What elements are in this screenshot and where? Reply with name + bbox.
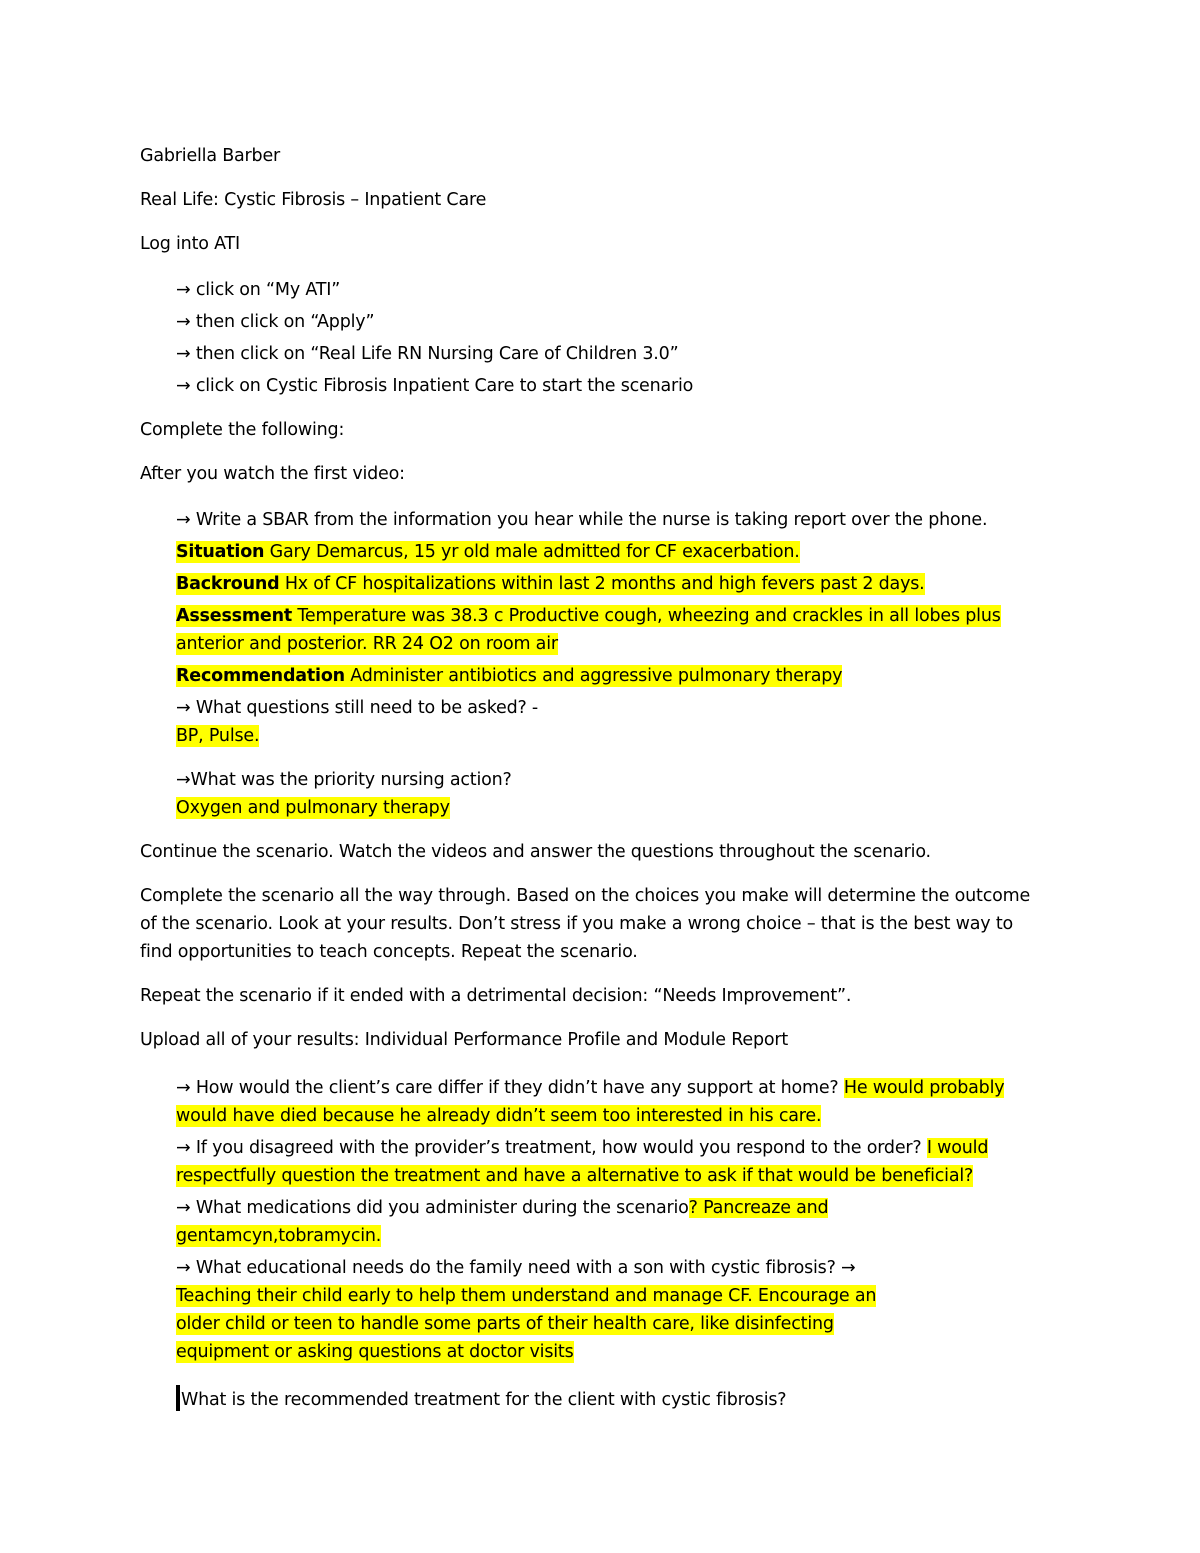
- q5-question: What is the recommended treatment for the client with cystic fibrosis?: [181, 1390, 787, 1410]
- q2-answer-cont: respectfully question the treatment and have a alternative to ask if that would be beneficial?: [176, 1166, 974, 1186]
- background-label: Backround: [176, 574, 280, 594]
- upload-text: Upload all of your results: Individual Performance Profile and Module Report: [140, 1030, 789, 1050]
- q1-line: [176, 1077, 1004, 1099]
- q1-answer: He would probably: [843, 1078, 1005, 1098]
- situation-text: Gary Demarcus, 15 yr old male admitted for CF exacerbation.: [264, 542, 800, 562]
- sbar-assessment-cont: anterior and posterior. RR 24 O2 on room air: [176, 634, 558, 654]
- complete-para-line: Complete the scenario all the way through. Based on the choices you make will determine the outcome: [140, 886, 1031, 906]
- q3-line: [176, 1197, 828, 1219]
- q3-answer: ? Pancreaze and: [688, 1198, 829, 1218]
- priority-answer: Oxygen and pulmonary therapy: [176, 798, 450, 818]
- q2-line: [176, 1137, 988, 1159]
- author-name: Gabriella Barber: [140, 146, 281, 166]
- q2-question: → If you disagreed with the provider’s treatment, how would you respond to the order?: [176, 1138, 927, 1158]
- assessment-text: Temperature was 38.3 c Productive cough, wheezing and crackles in all lobes plus: [292, 606, 1001, 626]
- q4-answer-cont: equipment or asking questions at doctor visits: [176, 1342, 574, 1362]
- sbar-situation: [176, 541, 800, 563]
- questions-answer: BP, Pulse.: [176, 726, 260, 746]
- q4-answer-cont: older child or teen to handle some parts of their health care, like disinfecting: [176, 1314, 834, 1334]
- q4-answer: Teaching their child early to help them understand and manage CF. Encourage an: [176, 1286, 877, 1306]
- step-item: → then click on “Real Life RN Nursing Care of Children 3.0”: [176, 344, 679, 364]
- q1-answer-cont: would have died because he already didn’t seem too interested in his care.: [176, 1106, 822, 1126]
- sbar-prompt: → Write a SBAR from the information you hear while the nurse is taking report over the phone.: [176, 510, 988, 530]
- login-instruction: Log into ATI: [140, 234, 240, 254]
- recommendation-text: Administer antibiotics and aggressive pulmonary therapy: [344, 666, 843, 686]
- document-title: Real Life: Cystic Fibrosis – Inpatient Care: [140, 190, 487, 210]
- repeat-text: Repeat the scenario if it ended with a detrimental decision: “Needs Improvement”.: [140, 986, 852, 1006]
- step-item: → click on Cystic Fibrosis Inpatient Care to start the scenario: [176, 376, 694, 396]
- sbar-assessment: [176, 605, 1001, 627]
- assessment-label: Assessment: [176, 606, 293, 626]
- background-text: Hx of CF hospitalizations within last 2 months and high fevers past 2 days.: [279, 574, 925, 594]
- q2-answer: I would: [926, 1138, 989, 1158]
- complete-following: Complete the following:: [140, 420, 345, 440]
- recommendation-label: Recommendation: [176, 666, 345, 686]
- after-video: After you watch the first video:: [140, 464, 405, 484]
- text-cursor: [176, 1385, 180, 1411]
- situation-label: Situation: [176, 542, 265, 562]
- complete-para-line: find opportunities to teach concepts. Repeat the scenario.: [140, 942, 638, 962]
- q1-question: → How would the client’s care differ if they didn’t have any support at home?: [176, 1078, 844, 1098]
- continue-text: Continue the scenario. Watch the videos and answer the questions throughout the scenario.: [140, 842, 931, 862]
- step-item: → click on “My ATI”: [176, 280, 341, 300]
- step-item: → then click on “Apply”: [176, 312, 375, 332]
- priority-prompt: →What was the priority nursing action?: [176, 770, 512, 790]
- questions-prompt: → What questions still need to be asked? -: [176, 698, 539, 718]
- sbar-background: [176, 573, 925, 595]
- q4-question: → What educational needs do the family need with a son with cystic fibrosis? →: [176, 1258, 856, 1278]
- q3-answer-cont: gentamcyn,tobramycin.: [176, 1226, 382, 1246]
- q3-question: → What medications did you administer during the scenario: [176, 1198, 689, 1218]
- sbar-recommendation: [176, 665, 842, 687]
- complete-para-line: of the scenario. Look at your results. Don’t stress if you make a wrong choice – that is the best way to: [140, 914, 1013, 934]
- q5-line: [176, 1385, 786, 1411]
